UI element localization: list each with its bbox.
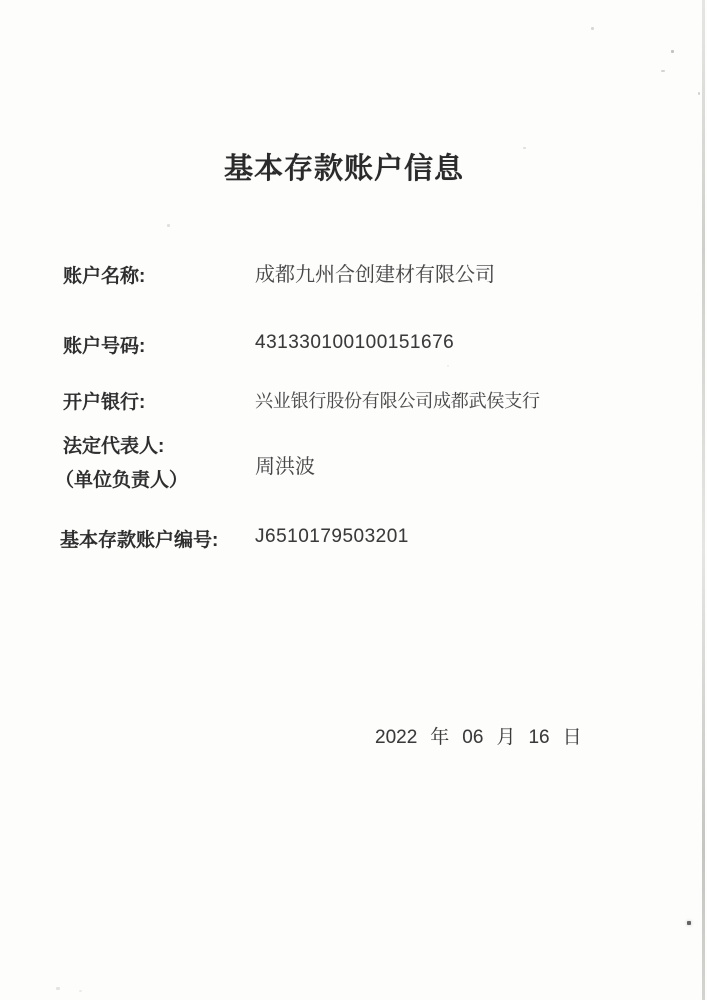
scan-speck <box>671 50 674 53</box>
field-value-opening-bank: 兴业银行股份有限公司成都武侯支行 <box>255 391 540 411</box>
scan-speck <box>591 27 594 30</box>
scan-speck <box>661 70 665 72</box>
legal-representative-label-line2: （单位负责人） <box>55 470 189 491</box>
date-month-unit: 月 <box>496 727 516 748</box>
date-day-unit: 日 <box>562 727 582 748</box>
scan-speck <box>523 147 526 149</box>
field-label-legal-representative <box>55 431 189 492</box>
field-value-account-number: 431330100100151676 <box>255 332 455 353</box>
scan-speck <box>687 921 691 925</box>
field-value-legal-representative: 周洪波 <box>255 456 315 478</box>
date-month: 06 <box>462 727 484 748</box>
field-label-account-number: 账户号码: <box>63 336 146 357</box>
legal-representative-label-line1: 法定代表人: <box>63 436 165 457</box>
scan-speck <box>167 224 170 227</box>
scan-speck <box>698 92 700 95</box>
date-year-unit: 年 <box>430 727 450 748</box>
field-value-account-name: 成都九州合创建材有限公司 <box>255 264 495 286</box>
document-date <box>375 722 582 749</box>
field-value-basic-account-code: J6510179503201 <box>255 526 409 547</box>
date-day: 16 <box>528 727 550 748</box>
scan-speck <box>79 990 82 992</box>
scan-speck <box>56 987 60 990</box>
field-label-basic-account-code: 基本存款账户编号: <box>60 530 219 551</box>
scan-edge-line <box>702 0 705 1000</box>
field-label-opening-bank: 开户银行: <box>63 392 146 413</box>
scan-speck <box>447 365 449 367</box>
field-label-account-name: 账户名称: <box>63 266 146 287</box>
document-title: 基本存款账户信息 <box>224 153 465 185</box>
date-year: 2022 <box>375 727 418 748</box>
